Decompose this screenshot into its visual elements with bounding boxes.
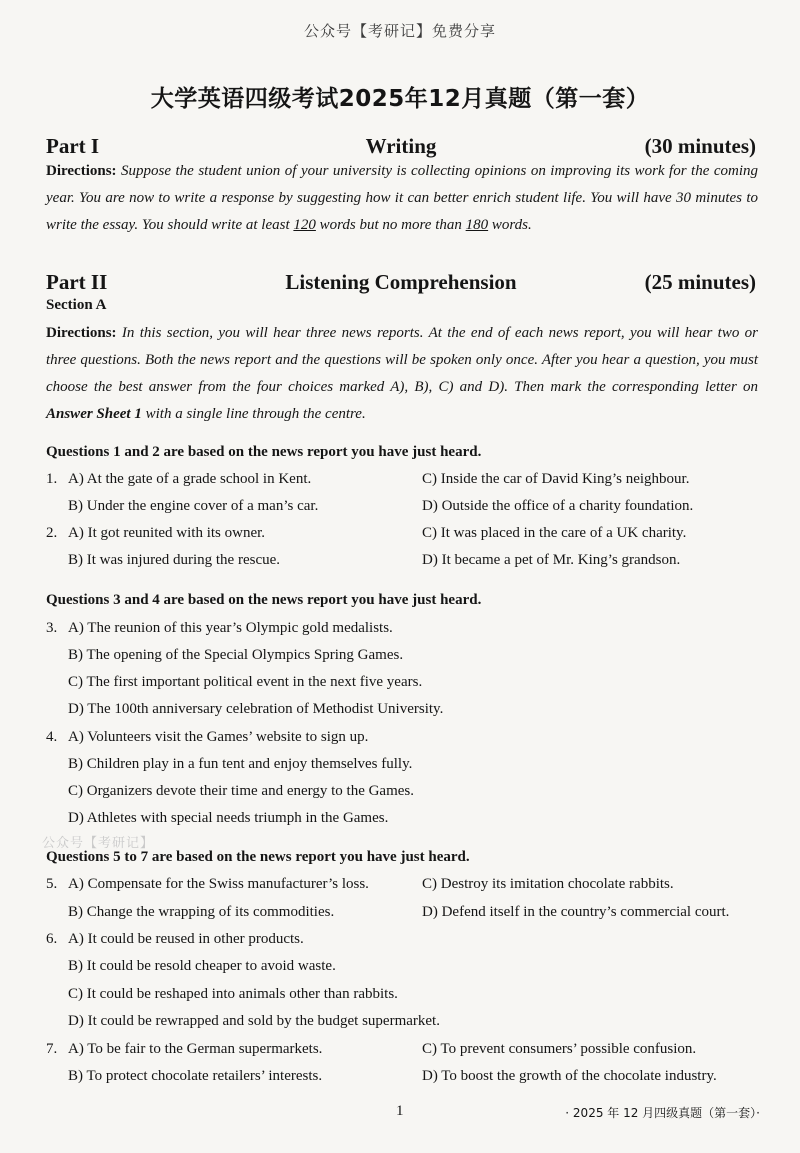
- option-d: D) Outside the office of a charity foundation.: [422, 498, 694, 514]
- directions-label: Directions:: [46, 163, 117, 179]
- question-group-heading: Questions 1 and 2 are based on the news report you have just heard.: [46, 444, 482, 460]
- answer-sheet-ref: Answer Sheet 1: [46, 406, 142, 422]
- option-c: C) The first important political event in the next five years.: [68, 674, 423, 690]
- question-number: 5.: [46, 876, 58, 892]
- option-d: D) To boost the growth of the chocolate industry.: [422, 1068, 717, 1084]
- option-d: D) The 100th anniversary celebration of Methodist University.: [68, 701, 444, 717]
- min-words: 120: [293, 217, 316, 233]
- header-watermark: 公众号【考研记】免费分享: [303, 22, 496, 40]
- question-group-heading: Questions 5 to 7 are based on the news report you have just heard.: [46, 849, 470, 865]
- question-number: 1.: [46, 471, 58, 487]
- footer-exam-label: · 2025 年 12 月四级真题（第一套）·: [565, 1106, 760, 1120]
- directions-label: Directions:: [46, 325, 117, 341]
- option-c: C) It was placed in the care of a UK charity.: [422, 525, 687, 541]
- part2-header: [46, 270, 756, 298]
- question-number: 7.: [46, 1041, 58, 1057]
- option-b: B) To protect chocolate retailers’ interests.: [68, 1068, 323, 1084]
- part1-time: (30 minutes): [644, 134, 756, 158]
- question-group-heading: Questions 3 and 4 are based on the news report you have just heard.: [46, 592, 482, 608]
- option-b: B) The opening of the Special Olympics Spring Games.: [68, 647, 404, 663]
- page-title: 大学英语四级考试2025年12月真题（第一套）: [150, 86, 650, 112]
- directions-text: In this section, you will hear three news reports. At the end of each news report, you will hear two or three questions. Both the news report and the questions will be spoken only once. After you hear a question, you must choose the best answer from the four choices marked A), B), C) and D). Then mark the corresponding letter on: [46, 325, 758, 395]
- question-number: 3.: [46, 620, 58, 636]
- inline-watermark: 公众号【考研记】: [42, 836, 155, 851]
- option-c: C) Organizers devote their time and energy to the Games.: [68, 783, 415, 799]
- option-d: D) It became a pet of Mr. King’s grandson.: [422, 552, 681, 568]
- option-a: A) Compensate for the Swiss manufacturer’s loss.: [68, 876, 369, 892]
- directions-text-c: words.: [491, 217, 532, 233]
- option-a: A) The reunion of this year’s Olympic gold medalists.: [68, 620, 393, 636]
- option-c: C) It could be reshaped into animals other than rabbits.: [68, 986, 398, 1002]
- option-d: D) It could be rewrapped and sold by the budget supermarket.: [68, 1013, 440, 1029]
- section-a-heading: Section A: [46, 297, 107, 313]
- option-d: D) Defend itself in the country’s commercial court.: [422, 904, 730, 920]
- part1-name: Writing: [365, 134, 437, 158]
- option-d: D) Athletes with special needs triumph in the Games.: [68, 810, 389, 826]
- option-b: B) It was injured during the rescue.: [68, 552, 281, 568]
- option-c: C) To prevent consumers’ possible confusion.: [422, 1041, 697, 1057]
- option-a: A) It could be reused in other products.: [68, 931, 304, 947]
- part1-directions: [46, 158, 758, 239]
- part2-directions: [46, 320, 758, 428]
- part2-time: (25 minutes): [644, 270, 756, 294]
- option-c: C) Inside the car of David King’s neighbour.: [422, 471, 690, 487]
- directions-text: Suppose the student union of your university is collecting opinions on improving its work for the coming year. You are now to write a response by suggesting how it can better enrich student life. You will have 30 minutes to write the essay. You should write at least: [46, 163, 758, 233]
- directions-text-b: with a single line through the centre.: [145, 406, 366, 422]
- option-b: B) Under the engine cover of a man’s car.: [68, 498, 319, 514]
- part2-label: Part II: [46, 270, 108, 294]
- question-number: 2.: [46, 525, 58, 541]
- question-number: 4.: [46, 729, 58, 745]
- page-number: 1: [396, 1103, 404, 1119]
- option-b: B) It could be resold cheaper to avoid waste.: [68, 958, 336, 974]
- option-a: A) Volunteers visit the Games’ website to sign up.: [68, 729, 369, 745]
- directions-text-b: words but no more than: [319, 217, 462, 233]
- option-b: B) Children play in a fun tent and enjoy themselves fully.: [68, 756, 413, 772]
- question-number: 6.: [46, 931, 58, 947]
- part1-label: Part I: [46, 134, 100, 158]
- option-b: B) Change the wrapping of its commodities.: [68, 904, 335, 920]
- max-words: 180: [465, 217, 489, 233]
- part2-name: Listening Comprehension: [285, 270, 517, 294]
- option-c: C) Destroy its imitation chocolate rabbits.: [422, 876, 674, 892]
- option-a: A) To be fair to the German supermarkets.: [68, 1041, 323, 1057]
- option-a: A) It got reunited with its owner.: [68, 525, 266, 541]
- option-a: A) At the gate of a grade school in Kent.: [68, 471, 312, 487]
